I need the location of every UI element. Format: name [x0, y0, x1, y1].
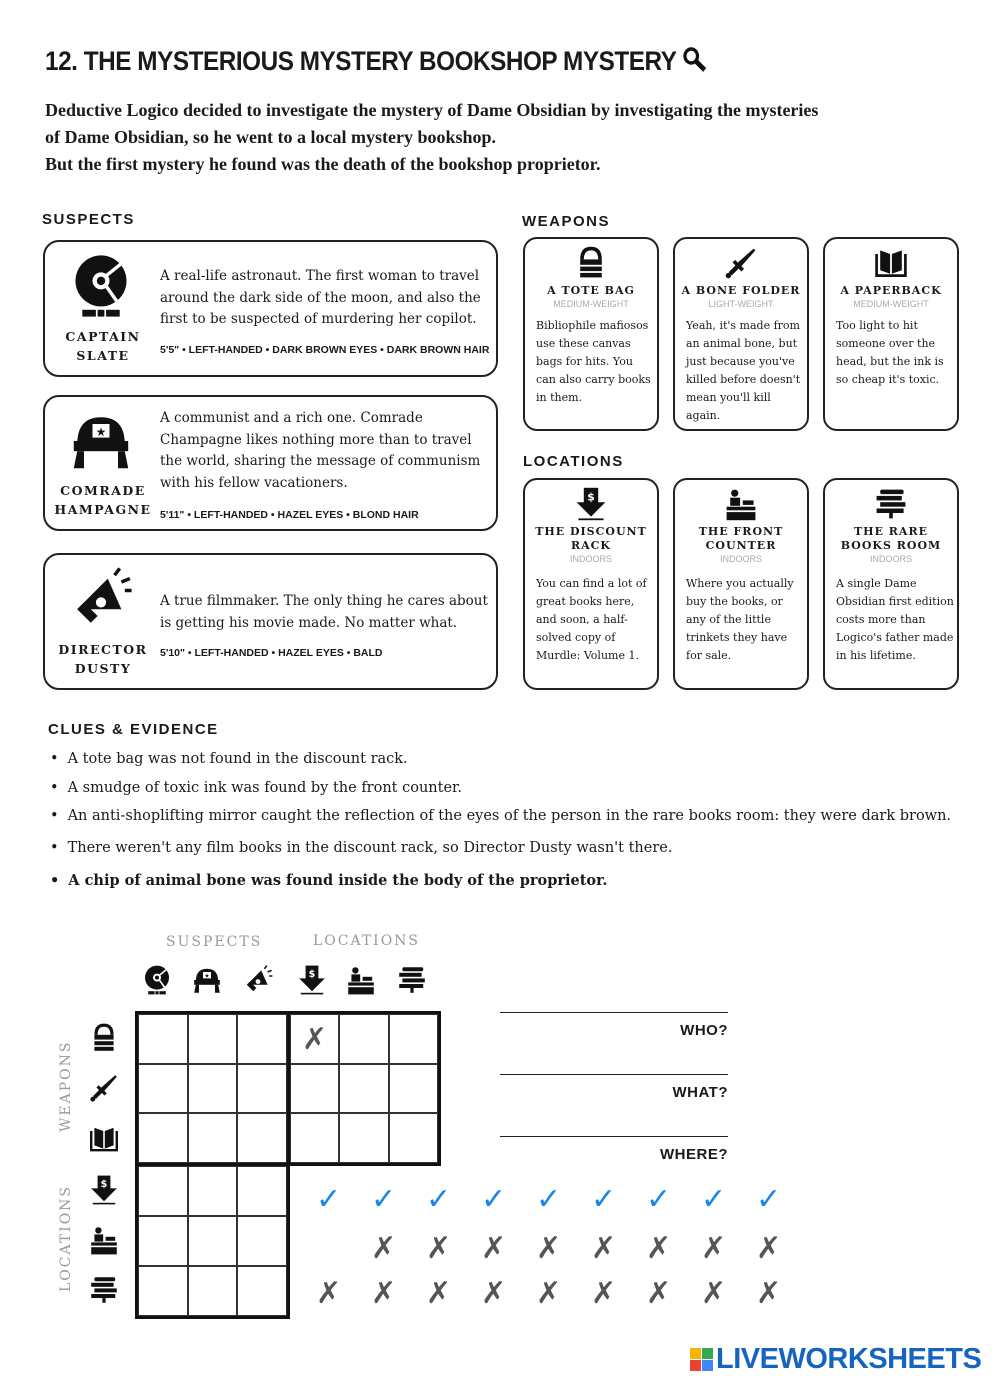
grid-label-weapons: WEAPONS — [58, 1040, 74, 1132]
bone-folder-icon — [723, 245, 759, 281]
weapon-name: A PAPERBACK — [840, 284, 942, 297]
location-type: INDOORS — [569, 554, 612, 564]
front-counter-icon — [345, 962, 377, 998]
clue-item: • A tote bag was not found in the discount rack. — [50, 751, 408, 767]
location-name: BOOKS ROOM — [840, 539, 942, 552]
draggable-cross-mark[interactable]: ✗ — [646, 1231, 672, 1266]
weapon-card-paperback — [823, 237, 959, 431]
who-label: WHO? — [680, 1022, 728, 1039]
draggable-cross-mark[interactable]: ✗ — [756, 1231, 782, 1266]
location-description: Where you actually buy the books, or any of the little trinkets they have for sale. — [686, 577, 794, 662]
logo-text: LIVEWORKSHEETS — [716, 1343, 982, 1375]
grid-cell[interactable] — [188, 1166, 238, 1216]
weapon-description: Too light to hit someone over the head, but the ink is so cheap it's toxic. — [836, 319, 944, 386]
draggable-check-mark[interactable]: ✓ — [756, 1182, 782, 1217]
grid-cell[interactable] — [389, 1113, 438, 1163]
suspect-name: CAPTAIN — [65, 329, 141, 344]
grid-cell[interactable] — [339, 1014, 388, 1064]
grid-cell[interactable] — [237, 1216, 287, 1266]
magnifier-icon — [682, 46, 707, 72]
weapon-name: A BONE FOLDER — [681, 284, 801, 297]
draggable-check-mark[interactable]: ✓ — [536, 1182, 562, 1217]
draggable-cross-mark[interactable]: ✗ — [591, 1231, 617, 1266]
suspect-name: DUSTY — [74, 661, 132, 676]
grid-cell[interactable] — [290, 1113, 339, 1163]
location-name: COUNTER — [705, 539, 777, 552]
liveworksheets-logo — [690, 1343, 981, 1376]
draggable-cross-mark[interactable]: ✗ — [646, 1276, 672, 1311]
location-name: THE RARE — [854, 525, 928, 538]
discount-rack-icon — [296, 962, 328, 998]
weapons-heading: WEAPONS — [522, 213, 611, 230]
draggable-check-mark[interactable]: ✓ — [701, 1182, 727, 1217]
bone-folder-icon — [88, 1070, 120, 1106]
suspect-card-director-dusty — [43, 553, 498, 690]
paperback-icon — [88, 1121, 120, 1157]
draggable-check-mark[interactable]: ✓ — [426, 1182, 452, 1217]
suspect-description: A communist and a rich one. Comrade Champagne likes nothing more than to travel the world, sharing the message of communism with his fellow vacationers. — [160, 410, 481, 491]
front-counter-icon — [88, 1222, 120, 1258]
grid-cell[interactable] — [188, 1266, 238, 1316]
weapon-card-bone-folder — [673, 237, 809, 431]
tote-bag-icon — [88, 1020, 120, 1056]
grid-label-locations: LOCATIONS — [313, 933, 421, 949]
suspect-name: HAMPAGNE — [54, 502, 152, 517]
weapon-name: A TOTE BAG — [547, 284, 635, 297]
weapon-description: Yeah, it's made from an animal bone, but just because you've killed before doesn't mean you'll kill again. — [686, 319, 801, 422]
draggable-cross-mark[interactable]: ✗ — [701, 1231, 727, 1266]
draggable-cross-mark[interactable]: ✗ — [426, 1231, 452, 1266]
weapon-weight: MEDIUM-WEIGHT — [853, 299, 929, 309]
grid-cell[interactable] — [237, 1014, 287, 1064]
logo-icon — [690, 1348, 713, 1371]
clue-item: • An anti-shoplifting mirror caught the reflection of the eyes of the person in the rare books room: they were dark brown. — [50, 808, 951, 824]
location-type: INDOORS — [719, 554, 762, 564]
intro-line-1: Deductive Logico decided to investigate the mystery of Dame Obsidian by investigating the mysteries — [45, 100, 819, 120]
suspect-name: COMRADE — [60, 483, 146, 498]
draggable-check-mark[interactable]: ✓ — [316, 1182, 342, 1217]
draggable-cross-mark[interactable]: ✗ — [536, 1276, 562, 1311]
grid-cell[interactable] — [188, 1113, 238, 1163]
where-label: WHERE? — [660, 1146, 728, 1163]
intro-line-2: of Dame Obsidian, so he went to a local mystery bookshop. — [45, 127, 497, 147]
location-name: RACK — [571, 539, 611, 552]
location-name: THE DISCOUNT — [535, 525, 647, 538]
draggable-cross-mark[interactable]: ✗ — [701, 1276, 727, 1311]
astronaut-helmet-icon — [141, 962, 173, 998]
suspect-attributes: 5'11" • LEFT-HANDED • HAZEL EYES • BLOND HAIR — [160, 509, 419, 521]
rare-books-icon — [88, 1272, 120, 1308]
ushanka-hat-icon — [67, 407, 135, 475]
megaphone-icon — [242, 962, 274, 998]
grid-cell[interactable] — [339, 1113, 388, 1163]
megaphone-icon — [67, 565, 135, 633]
weapon-description: Bibliophile mafiosos use these canvas bags for hits. You can also carry books in them. — [536, 319, 651, 404]
draggable-cross-mark[interactable]: ✗ — [316, 1276, 342, 1311]
ushanka-hat-icon — [191, 962, 223, 998]
draggable-cross-mark[interactable]: ✗ — [756, 1276, 782, 1311]
page-title: 12. THE MYSTERIOUS MYSTERY BOOKSHOP MYSTERY — [45, 46, 708, 77]
draggable-cross-mark[interactable]: ✗ — [536, 1231, 562, 1266]
grid-cell[interactable] — [188, 1064, 238, 1114]
grid-cell[interactable] — [138, 1014, 188, 1064]
location-description: You can find a lot of great books here, and soon, a half-solved copy of Murdle: Volume 1. — [536, 577, 647, 662]
grid-cell[interactable] — [138, 1216, 188, 1266]
grid-cell[interactable] — [389, 1014, 438, 1064]
rare-books-icon — [873, 486, 909, 522]
draggable-cross-mark[interactable]: ✗ — [481, 1231, 507, 1266]
tote-bag-icon — [573, 245, 609, 281]
draggable-check-mark[interactable]: ✓ — [646, 1182, 672, 1217]
suspect-name: DIRECTOR — [58, 642, 148, 657]
grid-cell[interactable] — [389, 1064, 438, 1114]
locations-heading: LOCATIONS — [523, 453, 624, 470]
grid-cell[interactable] — [339, 1064, 388, 1114]
location-card-discount-rack — [523, 478, 659, 690]
draggable-cross-mark[interactable]: ✗ — [591, 1276, 617, 1311]
draggable-cross-mark[interactable]: ✗ — [371, 1231, 397, 1266]
grid-cell[interactable] — [237, 1064, 287, 1114]
clue-item: • A smudge of toxic ink was found by the front counter. — [50, 780, 462, 796]
grid-label-locations-side: LOCATIONS — [58, 1184, 74, 1292]
paperback-icon — [873, 245, 909, 281]
grid-cell[interactable] — [188, 1216, 238, 1266]
draggable-cross-mark[interactable]: ✗ — [481, 1276, 507, 1311]
clue-item: • There weren't any film books in the discount rack, so Director Dusty wasn't there. — [50, 840, 672, 856]
grid-cell[interactable] — [237, 1166, 287, 1216]
clues-heading: CLUES & EVIDENCE — [48, 721, 219, 738]
where-answer-line[interactable] — [500, 1136, 728, 1137]
weapon-weight: LIGHT-WEIGHT — [708, 299, 774, 309]
grid-cell[interactable] — [290, 1064, 339, 1114]
rare-books-icon — [396, 962, 428, 998]
grid-locations-suspects — [135, 1163, 290, 1319]
grid-weapons-suspects — [135, 1011, 290, 1166]
grid-cell[interactable] — [237, 1266, 287, 1316]
astronaut-helmet-icon — [67, 252, 135, 320]
location-type: INDOORS — [869, 554, 912, 564]
grid-label-suspects: SUSPECTS — [166, 934, 263, 950]
front-counter-icon — [723, 486, 759, 522]
grid-cell[interactable] — [237, 1113, 287, 1163]
suspect-card-captain-slate — [43, 240, 498, 377]
intro-line-3: But the first mystery he found was the death of the bookshop proprietor. — [45, 154, 601, 174]
grid-cell[interactable] — [138, 1166, 188, 1216]
location-card-rare-books-room — [823, 478, 959, 690]
suspects-heading: SUSPECTS — [42, 211, 135, 228]
grid-cell[interactable] — [138, 1266, 188, 1316]
grid-cell[interactable] — [188, 1014, 238, 1064]
who-answer-line[interactable] — [500, 1012, 728, 1013]
discount-rack-icon — [573, 486, 609, 522]
what-label: WHAT? — [672, 1084, 728, 1101]
grid-cross-mark[interactable]: ✗ — [302, 1022, 328, 1057]
weapon-weight: MEDIUM-WEIGHT — [553, 299, 629, 309]
discount-rack-icon — [88, 1172, 120, 1208]
suspect-attributes: 5'5" • LEFT-HANDED • DARK BROWN EYES • DARK BROWN HAIR — [160, 344, 490, 356]
suspect-attributes: 5'10" • LEFT-HANDED • HAZEL EYES • BALD — [160, 647, 383, 659]
draggable-cross-mark[interactable]: ✗ — [426, 1276, 452, 1311]
draggable-check-mark[interactable]: ✓ — [481, 1182, 507, 1217]
suspect-description: A true filmmaker. The only thing he cares about is getting his movie made. No matter what. — [160, 593, 488, 631]
what-answer-line[interactable] — [500, 1074, 728, 1075]
location-card-front-counter — [673, 478, 809, 690]
grid-cell[interactable] — [138, 1064, 188, 1114]
clue-item: • A chip of animal bone was found inside the body of the proprietor. — [50, 872, 607, 889]
draggable-check-mark[interactable]: ✓ — [591, 1182, 617, 1217]
suspect-card-comrade-champagne — [43, 395, 498, 531]
weapon-card-tote-bag — [523, 237, 659, 431]
suspect-description: A real-life astronaut. The first woman to travel around the dark side of the moon, and also the first to be suspected of murdering her copilot. — [160, 268, 481, 327]
location-name: THE FRONT — [698, 525, 784, 538]
draggable-check-mark[interactable]: ✓ — [371, 1182, 397, 1217]
draggable-cross-mark[interactable]: ✗ — [371, 1276, 397, 1311]
location-description: A single Dame Obsidian first edition costs more than Logico's father made in his lifetime. — [836, 577, 954, 662]
suspect-name: SLATE — [76, 348, 130, 363]
grid-cell[interactable] — [138, 1113, 188, 1163]
